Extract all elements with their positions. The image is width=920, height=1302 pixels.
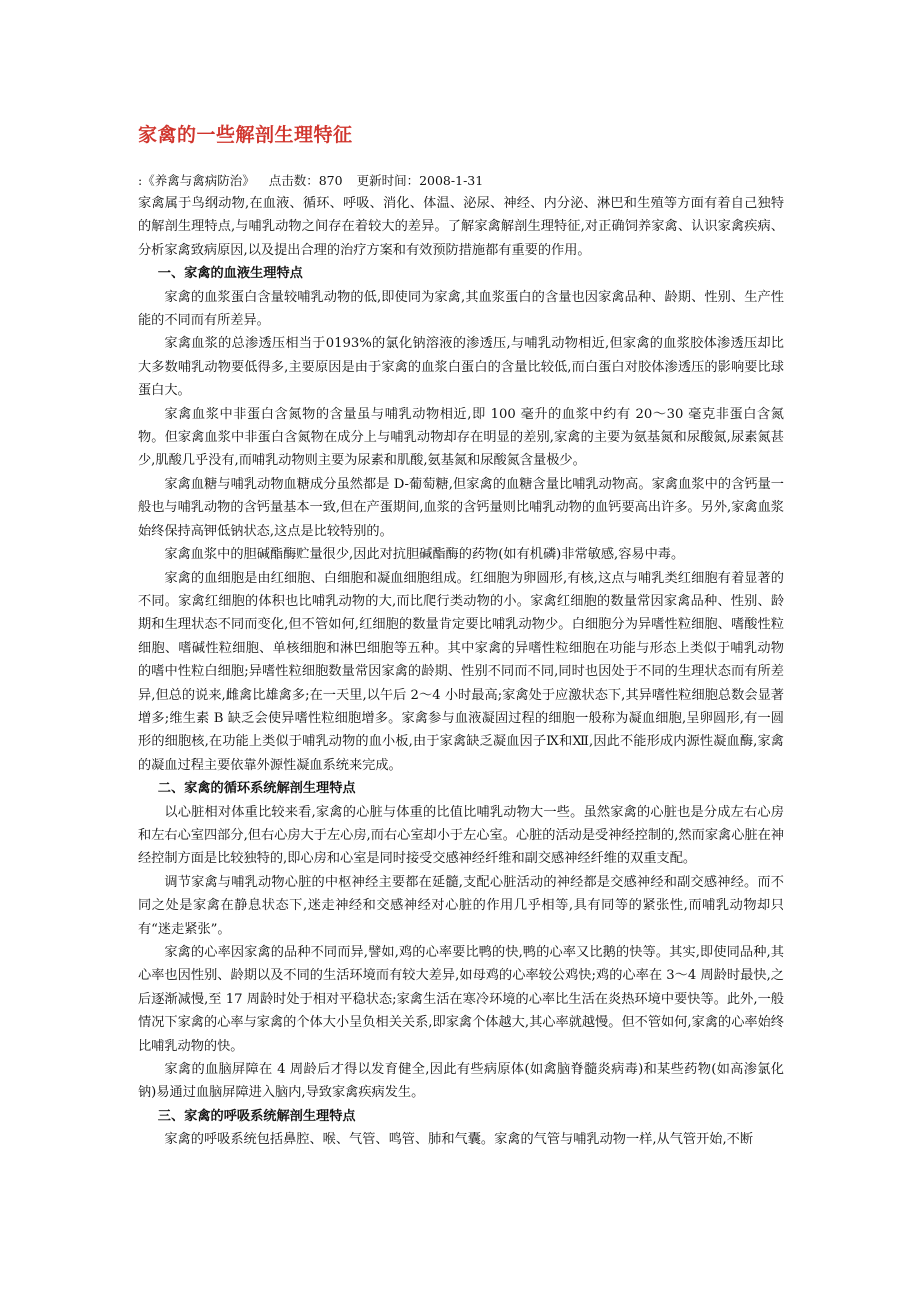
section-heading: 一、家禽的血液生理特点	[157, 266, 303, 282]
meta-clicks: 点击数：870	[268, 173, 343, 188]
body-paragraph: 家禽血糖与哺乳动物血糖成分虽然都是 D-葡萄糖,但家禽的血糖含量比哺乳动物高。家禽血浆中的含钙量一般也与哺乳动物的含钙量基本一致,但在产蛋期间,血浆的含钙量则比哺乳动物的血钙要高出许多。另外,家禽血浆始终保持高钾低钠状态,这点是比较特别的。	[138, 476, 784, 539]
body-paragraph: 家禽的呼吸系统包括鼻腔、喉、气管、鸣管、肺和气囊。家禽的气管与哺乳动物一样,从气管开始,不断	[164, 1132, 754, 1148]
meta-source: :《养禽与禽病防治》	[138, 173, 255, 188]
body-paragraph: 家禽的心率因家禽的品种不同而异,譬如,鸡的心率要比鸭的快,鸭的心率又比鹅的快等。其实,即使同品种,其心率也因性别、龄期以及不同的生活环境而有较大差异,如母鸡的心率较公鸡快;鸡的心率在 3～4 周龄时最快,之后逐渐减慢,至 17 周龄时处于相对平稳状态;家禽生活在寒冷环境的心率比生活在炎热环境中要快等。此外,一般情况下家禽的心率与家禽的个体大小呈负相关关系,即家禽个体越大,其心率就越慢。但不管如何,家禽的心率始终比哺乳动物的快。	[138, 945, 784, 1054]
body-paragraph: 家禽的血浆蛋白含量较哺乳动物的低,即使同为家禽,其血浆蛋白的含量也因家禽品种、龄期、性别、生产性能的不同而有所差异。	[138, 289, 784, 329]
article-meta	[138, 170, 784, 192]
article-title: 家禽的一些解剖生理特征	[138, 124, 353, 146]
body-paragraph: 调节家禽与哺乳动物心脏的中枢神经主要都在延髓,支配心脏活动的神经都是交感神经和副交感神经。而不同之处是家禽在静息状态下,迷走神经和交感神经对心脏的作用几乎相等,具有同等的紧张性,而哺乳动物却只有“迷走紧张”。	[138, 874, 784, 937]
section-heading: 三、家禽的呼吸系统解剖生理特点	[157, 1108, 356, 1124]
body-paragraph: 家禽的血细胞是由红细胞、白细胞和凝血细胞组成。红细胞为卵圆形,有核,这点与哺乳类红细胞有着显著的不同。家禽红细胞的体积也比哺乳动物的大,而比爬行类动物的小。家禽红细胞的数量常因家禽品种、性别、龄期和生理状态不同而变化,但不管如何,红细胞的数量肯定要比哺乳动物少。白细胞分为异嗜性粒细胞、嗜酸性粒细胞、嗜碱性粒细胞、单核细胞和淋巴细胞等五种。其中家禽的异嗜性粒细胞在功能与形态上类似于哺乳动物的嗜中性粒白细胞;异嗜性粒细胞数量常因家禽的龄期、性别不同而不同,同时也因处于不同的生理状态而有所差异,但总的说来,雌禽比雄禽多;在一天里,以午后 2～4 小时最高;家禽处于应激状态下,其异嗜性粒细胞总数会显著增多;维生素 B 缺乏会使异嗜性粒细胞增多。家禽参与血液凝固过程的细胞一般称为凝血细胞,呈卵圆形,有一圆形的细胞核,在功能上类似于哺乳动物的血小板,由于家禽缺乏凝血因子Ⅸ和Ⅻ,因此不能形成内源性凝血酶,家禽的凝血过程主要依靠外源性凝血系统来完成。	[138, 570, 784, 773]
body-paragraph: 家禽血浆的总渗透压相当于0193%的氯化钠溶液的渗透压,与哺乳动物相近,但家禽的血浆胶体渗透压却比大多数哺乳动物要低得多,主要原因是由于家禽的血浆白蛋白的含量比较低,而白蛋白对胶体渗透压的影响要比球蛋白大。	[138, 336, 784, 399]
body-paragraph: 家禽血浆中非蛋白含氮物的含量虽与哺乳动物相近,即 100 毫升的血浆中约有 20～30 毫克非蛋白含氮物。但家禽血浆中非蛋白含氮物在成分上与哺乳动物却存在明显的差别,家禽的主要为氨基氮和尿酸氮,尿素氮甚少,肌酸几乎没有,而哺乳动物则主要为尿素和肌酸,氨基氮和尿酸氮含量极少。	[138, 406, 784, 469]
section-heading: 二、家禽的循环系统解剖生理特点	[157, 781, 356, 797]
body-paragraph: 以心脏相对体重比较来看,家禽的心脏与体重的比值比哺乳动物大一些。虽然家禽的心脏也是分成左右心房和左右心室四部分,但右心房大于左心房,而右心室却小于左心室。心脏的活动是受神经控制的,然而家禽心脏在神经控制方面是比较独特的,即心房和心室是同时接受交感神经纤维和副交感神经纤维的双重支配。	[138, 804, 784, 867]
intro-paragraph: 家禽属于鸟纲动物,在血液、循环、呼吸、消化、体温、泌尿、神经、内分泌、淋巴和生殖等方面有着自己独特的解剖生理特点,与哺乳动物之间存在着较大的差异。了解家禽解剖生理特征,对正确饲养家禽、认识家禽疾病、分析家禽致病原因,以及提出合理的治疗方案和有效预防措施都有重要的作用。	[138, 196, 784, 258]
body-paragraph: 家禽血浆中的胆碱酯酶贮量很少,因此对抗胆碱酯酶的药物(如有机磷)非常敏感,容易中毒。	[164, 547, 685, 563]
article	[138, 122, 784, 1152]
meta-updated: 更新时间：2008-1-31	[356, 173, 484, 188]
body-paragraph: 家禽的血脑屏障在 4 周龄后才得以发育健全,因此有些病原体(如禽脑脊髓炎病毒)和某些药物(如高渗氯化钠)易通过血脑屏障进入脑内,导致家禽疾病发生。	[138, 1062, 784, 1101]
